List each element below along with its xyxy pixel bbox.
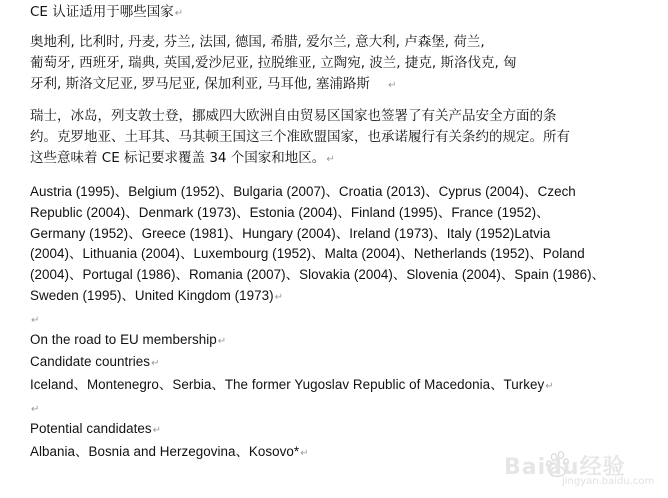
paragraph-mark: ↵: [545, 381, 554, 393]
note-cn-paragraph: [30, 106, 656, 170]
note-cn-line: [30, 148, 656, 170]
eu-members-line: Austria (1995)、Belgium (1952)、Bulgaria (2007)、Croatia (2013)、Cyprus (2004)、Czech: [30, 184, 576, 199]
paragraph-mark: ↵: [152, 424, 162, 436]
candidate-heading: [30, 352, 656, 375]
paragraph-mark: ↵: [217, 335, 227, 347]
paragraph-mark: ↵: [174, 8, 184, 19]
empty-paragraph: [30, 398, 656, 419]
countries-cn-line: 奥地利, 比利时, 丹麦, 芬兰, 法国, 德国, 希腊, 爱尔兰, 意大利, 卢森堡, 荷兰,: [30, 34, 485, 50]
countries-cn-line: 葡萄牙, 西班牙, 瑞典, 英国,爱沙尼亚, 拉脱维亚, 立陶宛, 波兰, 捷克, 斯洛伐克, 匈: [30, 55, 517, 71]
watermark-url: jingyan.baidu.com: [562, 476, 655, 487]
doc-heading: [30, 2, 656, 24]
candidate-list-text: Iceland、Montenegro、Serbia、The former Yugoslav Republic of Macedonia、Turkey: [30, 377, 545, 393]
note-cn-line-text: 这些意味着 CE 标记要求覆盖 34 个国家和地区。: [30, 150, 326, 166]
road-heading: [30, 330, 656, 353]
countries-cn-line: [30, 74, 656, 96]
road-heading-text: On the road to EU membership: [30, 331, 217, 347]
paragraph-mark: ↵: [31, 314, 40, 326]
candidate-heading-text: Candidate countries: [30, 354, 151, 370]
paragraph-mark: ↵: [326, 154, 335, 165]
eu-members-line: Germany (1952)、Greece (1981)、Hungary (2004)、Ireland (1973)、Italy (1952)Latvia: [30, 225, 551, 241]
heading-text: CE 认证适用于哪些国家: [30, 4, 174, 20]
eu-members-line: (2004)、Lithuania (2004)、Luxembourg (1952)、Malta (2004)、Netherlands (1952)、Poland: [30, 246, 585, 262]
eu-members-line: Republic (2004)、Denmark (1973)、Estonia (2004)、Finland (1995)、France (1952)、: [30, 204, 550, 220]
note-cn-line: 约。克罗地亚、土耳其、马其顿王国这三个准欧盟国家，也承诺履行有关条约的规定。所有: [30, 129, 570, 145]
spacer: [30, 24, 656, 32]
watermark-brand: Baidu经验: [504, 455, 626, 480]
potential-list-text: Albania、Bosnia and Herzegovina、Kosovo*: [30, 443, 300, 459]
potential-heading: [30, 419, 656, 442]
eu-members-paragraph: [30, 182, 656, 309]
eu-members-line: [30, 286, 656, 309]
countries-cn-line-text: 牙利, 斯洛文尼亚, 罗马尼亚, 保加利亚, 马耳他, 塞浦路斯: [30, 76, 370, 92]
paragraph-mark: ↵: [31, 403, 40, 415]
baidu-jingyan-watermark: [500, 448, 660, 490]
paragraph-mark: ↵: [388, 80, 397, 91]
spacer: [30, 96, 656, 106]
eu-members-line-text: Sweden (1995)、United Kingdom (1973): [30, 287, 274, 303]
paragraph-mark: ↵: [300, 447, 309, 459]
candidate-list: [30, 375, 656, 398]
potential-heading-text: Potential candidates: [30, 420, 152, 436]
note-cn-line: 瑞士，冰岛，列支敦士登，挪威四大欧洲自由贸易区国家也签署了有关产品安全方面的条: [30, 108, 557, 124]
countries-cn-paragraph: [30, 32, 656, 96]
spacer: [30, 170, 656, 182]
paragraph-mark: ↵: [151, 358, 160, 370]
empty-paragraph: [30, 309, 656, 330]
paragraph-mark: ↵: [274, 291, 284, 303]
eu-members-line: (2004)、Portugal (1986)、Romania (2007)、Slovakia (2004)、Slovenia (2004)、Spain (1986)、: [30, 267, 606, 283]
